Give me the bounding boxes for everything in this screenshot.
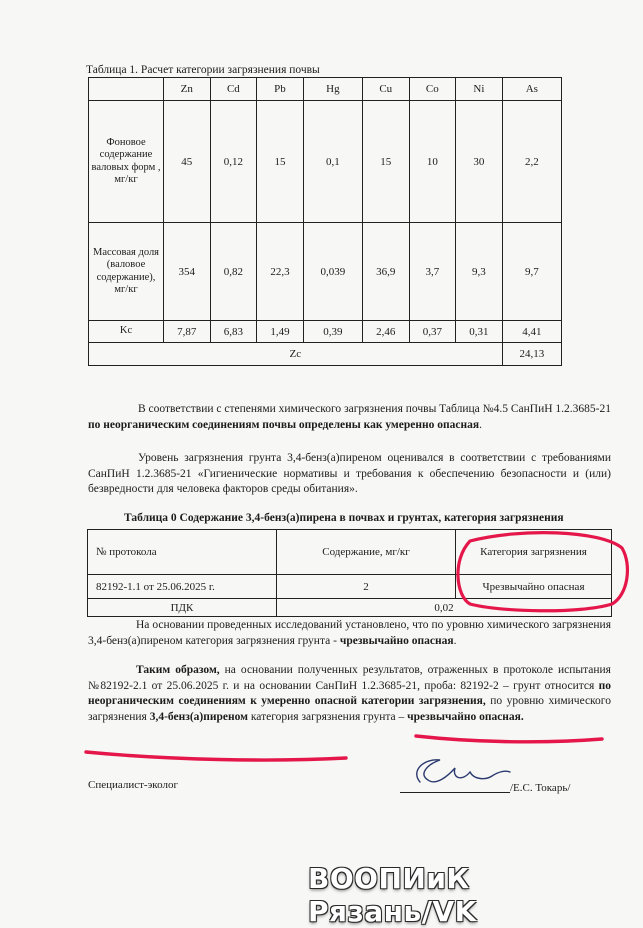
header-cell: Zn: [164, 78, 211, 101]
paragraph-bold-text: по неорганическим соединениям почвы определены как умеренно опасная: [88, 418, 480, 431]
table2-caption: Таблица 0 Содержание 3,4-бенз(а)пирена в почвах и грунтах, категория загрязнения: [124, 512, 564, 524]
zc-value: 24,13: [502, 343, 561, 366]
paragraph-text: .: [453, 634, 457, 647]
table-cell: Чрезвычайно опасная: [456, 575, 612, 599]
table-cell: 15: [362, 101, 409, 223]
header-cell: Содержание, мг/кг: [277, 530, 456, 575]
table-cell: 0,1: [303, 101, 362, 223]
table-cell: 10: [409, 101, 456, 223]
table-cell: 354: [164, 223, 211, 321]
table-cell: 1,49: [257, 321, 304, 343]
paragraph-text: по уровню химического загрязнения: [88, 695, 611, 723]
watermark-text: ВООПИиК Рязань/VK: [308, 862, 477, 928]
table-cell: 2,2: [502, 101, 561, 223]
paragraph-text: категория загрязнения грунта –: [248, 710, 408, 723]
paragraph-text: На основании проведенных исследований установлено, что по уровню химического загрязнения 3,4-бенз(а)пиреном категория загрязнения грунта -: [88, 619, 611, 647]
paragraph-bold-text: по неорганическим соединениям к умеренно опасной категории загрязнения,: [88, 679, 611, 707]
table-cell: 0,82: [210, 223, 257, 321]
table-cell: 2: [277, 575, 456, 599]
paragraph-2: Уровень загрязнения грунта 3,4-бенз(а)пиреном оценивался в соответствии с требованиями СанПиН 1.2.3685-21 «Гигиенические нормативы и требования к обеспечению безопасности и (или) безвредности для человека факторов среды обитания».: [88, 452, 611, 495]
table-cell: 6,83: [210, 321, 257, 343]
header-cell: Hg: [303, 78, 362, 101]
header-cell: Cu: [362, 78, 409, 101]
signature-scribble: [417, 760, 510, 782]
table-cell: 4,41: [502, 321, 561, 343]
table-cell: 9,7: [502, 223, 561, 321]
table-cell: 0,39: [303, 321, 362, 343]
zc-label: Zc: [89, 343, 503, 366]
table-cell: 0,12: [210, 101, 257, 223]
header-cell: Категория загрязнения: [456, 530, 612, 575]
paragraph-text: на основании полученных результатов, отраженных в протоколе испытания №82192-2.1 от 25.06.2025 г. и на основании СанПиН 1.2.3685-21, проба: 82192-2 – грунт относится: [88, 664, 611, 692]
red-circle-annotation: [458, 533, 627, 611]
paragraph-text: .: [479, 418, 482, 431]
paragraph-bold-text: чрезвычайно опасная: [339, 634, 454, 647]
table-cell: 3,7: [409, 223, 456, 321]
signatory-role: Специалист-эколог: [88, 779, 178, 791]
table-cell: 22,3: [257, 223, 304, 321]
row-label: Фоновое содержание валовых форм , мг/кг: [89, 101, 164, 223]
header-cell: Pb: [257, 78, 304, 101]
row-label: Kc: [89, 321, 164, 343]
paragraph-text: В соответствии с степенями химического загрязнения почвы Таблица №4.5 СанПиН 1.2.3685-21: [138, 403, 611, 415]
table-cell: 30: [456, 101, 503, 223]
paragraph-bold-text: чрезвычайно опасная.: [407, 710, 524, 723]
table-cell: 45: [164, 101, 211, 223]
row-label: Массовая доля (валовое содержание), мг/кг: [89, 223, 164, 321]
table-cell: 7,87: [164, 321, 211, 343]
paragraph-bold-text: Таким образом,: [136, 664, 220, 676]
header-cell: № протокола: [88, 530, 277, 575]
pdk-label: ПДК: [88, 599, 277, 617]
table-cell: 0,37: [409, 321, 456, 343]
table-cell: 15: [257, 101, 304, 223]
table-cell: 82192-1.1 от 25.06.2025 г.: [88, 575, 277, 599]
table-cell: 9,3: [456, 223, 503, 321]
table-cell: 2,46: [362, 321, 409, 343]
header-cell: Cd: [210, 78, 257, 101]
table-cell: 0,039: [303, 223, 362, 321]
red-underline-annotation: [416, 736, 602, 742]
paragraph-bold-text: 3,4-бенз(а)пиреном: [149, 710, 248, 723]
header-cell: Co: [409, 78, 456, 101]
table-cell: 0,31: [456, 321, 503, 343]
signatory-name: /Е.С. Токарь/: [510, 782, 571, 794]
table1-caption: Таблица 1. Расчет категории загрязнения почвы: [86, 64, 320, 76]
red-underline-annotation: [86, 752, 346, 760]
header-cell: As: [502, 78, 561, 101]
header-cell: Ni: [456, 78, 503, 101]
pdk-value: 0,02: [277, 599, 612, 617]
table-cell: 36,9: [362, 223, 409, 321]
